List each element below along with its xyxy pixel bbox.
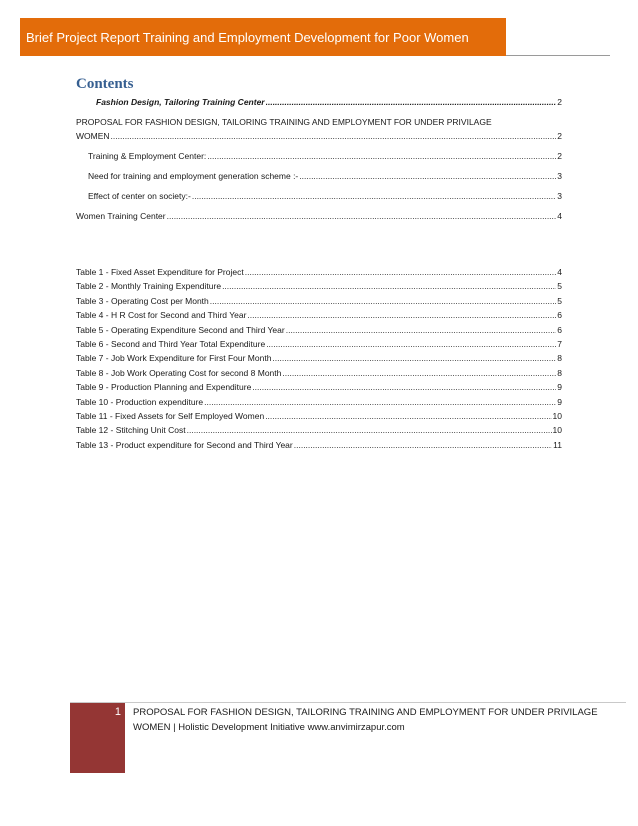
table-leader-dots xyxy=(272,351,556,365)
table-entry-text: Table 3 - Operating Cost per Month xyxy=(76,295,209,306)
table-of-contents xyxy=(76,95,562,223)
toc-leader-dots xyxy=(266,95,557,109)
table-entry-5[interactable] xyxy=(76,323,562,337)
table-entry-page: 5 xyxy=(557,295,562,306)
table-leader-dots xyxy=(286,323,557,337)
toc-entry-women-training-center[interactable] xyxy=(76,209,562,223)
table-leader-dots xyxy=(210,294,557,308)
table-entry-text: Table 9 - Production Planning and Expenditure xyxy=(76,382,252,393)
document-header-title: Brief Project Report Training and Employment Development for Poor Women xyxy=(26,29,469,45)
table-entry-3[interactable] xyxy=(76,294,562,308)
footer-rule xyxy=(70,702,626,703)
table-entry-page: 11 xyxy=(553,439,562,450)
toc-entry-page: 2 xyxy=(557,151,562,161)
table-leader-dots xyxy=(252,380,556,394)
table-entry-text: Table 6 - Second and Third Year Total Expenditure xyxy=(76,339,266,350)
toc-entry-training-center[interactable] xyxy=(76,149,562,163)
list-of-tables xyxy=(76,265,562,452)
table-entry-page: 4 xyxy=(557,267,562,277)
table-entry-text: Table 1 - Fixed Asset Expenditure for Project xyxy=(76,267,244,277)
table-entry-page: 6 xyxy=(557,324,562,335)
table-leader-dots xyxy=(245,265,557,279)
toc-leader-dots xyxy=(192,189,556,203)
footer-page-number: 1 xyxy=(114,706,121,718)
toc-entry-text-continued: WOMEN xyxy=(76,131,110,141)
table-entry-text: Table 8 - Job Work Operating Cost for second 8 Month xyxy=(76,367,282,378)
table-entry-text: Table 12 - Stitching Unit Cost xyxy=(76,425,186,436)
header-rule xyxy=(506,55,610,56)
table-leader-dots xyxy=(222,279,556,293)
table-entry-2[interactable] xyxy=(76,279,562,293)
table-entry-11[interactable] xyxy=(76,409,562,423)
table-entry-text: Table 11 - Fixed Assets for Self Employed Women xyxy=(76,411,265,422)
table-entry-13[interactable] xyxy=(76,438,562,452)
table-leader-dots xyxy=(247,308,556,322)
toc-leader-dots xyxy=(111,129,557,143)
table-entry-text: Table 5 - Operating Expenditure Second and Third Year xyxy=(76,324,285,335)
table-leader-dots xyxy=(282,366,556,380)
table-entry-1[interactable] xyxy=(76,265,562,279)
toc-leader-dots xyxy=(207,149,556,163)
toc-entry-text: Training & Employment Center: xyxy=(88,151,207,161)
toc-entry-page: 2 xyxy=(557,97,562,107)
table-entry-text: Table 4 - H R Cost for Second and Third Year xyxy=(76,310,247,321)
table-leader-dots xyxy=(294,438,552,452)
table-entry-page: 6 xyxy=(557,310,562,321)
table-entry-8[interactable] xyxy=(76,366,562,380)
table-entry-page: 9 xyxy=(557,382,562,393)
table-entry-9[interactable] xyxy=(76,380,562,394)
toc-entry-page: 3 xyxy=(557,171,562,181)
toc-entry-proposal[interactable] xyxy=(76,115,562,143)
footer-line-2: WOMEN | Holistic Development Initiative www.anvimirzapur.com xyxy=(133,722,405,733)
toc-leader-dots xyxy=(167,209,557,223)
footer-line-1: PROPOSAL FOR FASHION DESIGN, TAILORING TRAINING AND EMPLOYMENT FOR UNDER PRIVILAGE xyxy=(133,707,598,718)
table-leader-dots xyxy=(187,423,552,437)
table-entry-page: 10 xyxy=(552,425,562,436)
toc-entry-page: 3 xyxy=(557,191,562,201)
document-header-bar xyxy=(20,18,506,56)
toc-entry-effect-of-center[interactable] xyxy=(76,189,562,203)
toc-leader-dots xyxy=(299,169,556,183)
toc-heading: Contents xyxy=(76,76,134,92)
table-leader-dots xyxy=(266,337,556,351)
table-leader-dots xyxy=(265,409,551,423)
table-entry-6[interactable] xyxy=(76,337,562,351)
toc-entry-text: PROPOSAL FOR FASHION DESIGN, TAILORING TRAINING AND EMPLOYMENT FOR UNDER PRIVILAGE xyxy=(76,117,492,127)
toc-entry-text: Fashion Design, Tailoring Training Center xyxy=(96,97,265,107)
toc-entry-page: 4 xyxy=(557,211,562,221)
toc-entry-page: 2 xyxy=(557,131,562,141)
table-leader-dots xyxy=(204,395,556,409)
table-entry-page: 5 xyxy=(557,281,562,292)
table-entry-page: 9 xyxy=(557,396,562,407)
table-entry-page: 8 xyxy=(557,353,562,364)
table-entry-7[interactable] xyxy=(76,351,562,365)
toc-entry-text: Women Training Center xyxy=(76,211,166,221)
footer-page-number-box xyxy=(70,703,125,773)
table-entry-text: Table 10 - Production expenditure xyxy=(76,396,204,407)
table-entry-page: 10 xyxy=(552,411,562,422)
table-entry-page: 7 xyxy=(557,339,562,350)
toc-entry-text: Need for training and employment generation scheme :- xyxy=(88,171,299,181)
toc-entry-text: Effect of center on society:- xyxy=(88,191,191,201)
table-entry-page: 8 xyxy=(557,367,562,378)
table-entry-text: Table 13 - Product expenditure for Second and Third Year xyxy=(76,439,293,450)
table-entry-10[interactable] xyxy=(76,395,562,409)
table-entry-4[interactable] xyxy=(76,308,562,322)
toc-entry-fashion-design[interactable] xyxy=(76,95,562,109)
table-entry-text: Table 7 - Job Work Expenditure for First Four Month xyxy=(76,353,272,364)
toc-entry-need-for-training[interactable] xyxy=(76,169,562,183)
footer-text xyxy=(133,705,613,735)
table-entry-text: Table 2 - Monthly Training Expenditure xyxy=(76,281,222,292)
table-entry-12[interactable] xyxy=(76,423,562,437)
